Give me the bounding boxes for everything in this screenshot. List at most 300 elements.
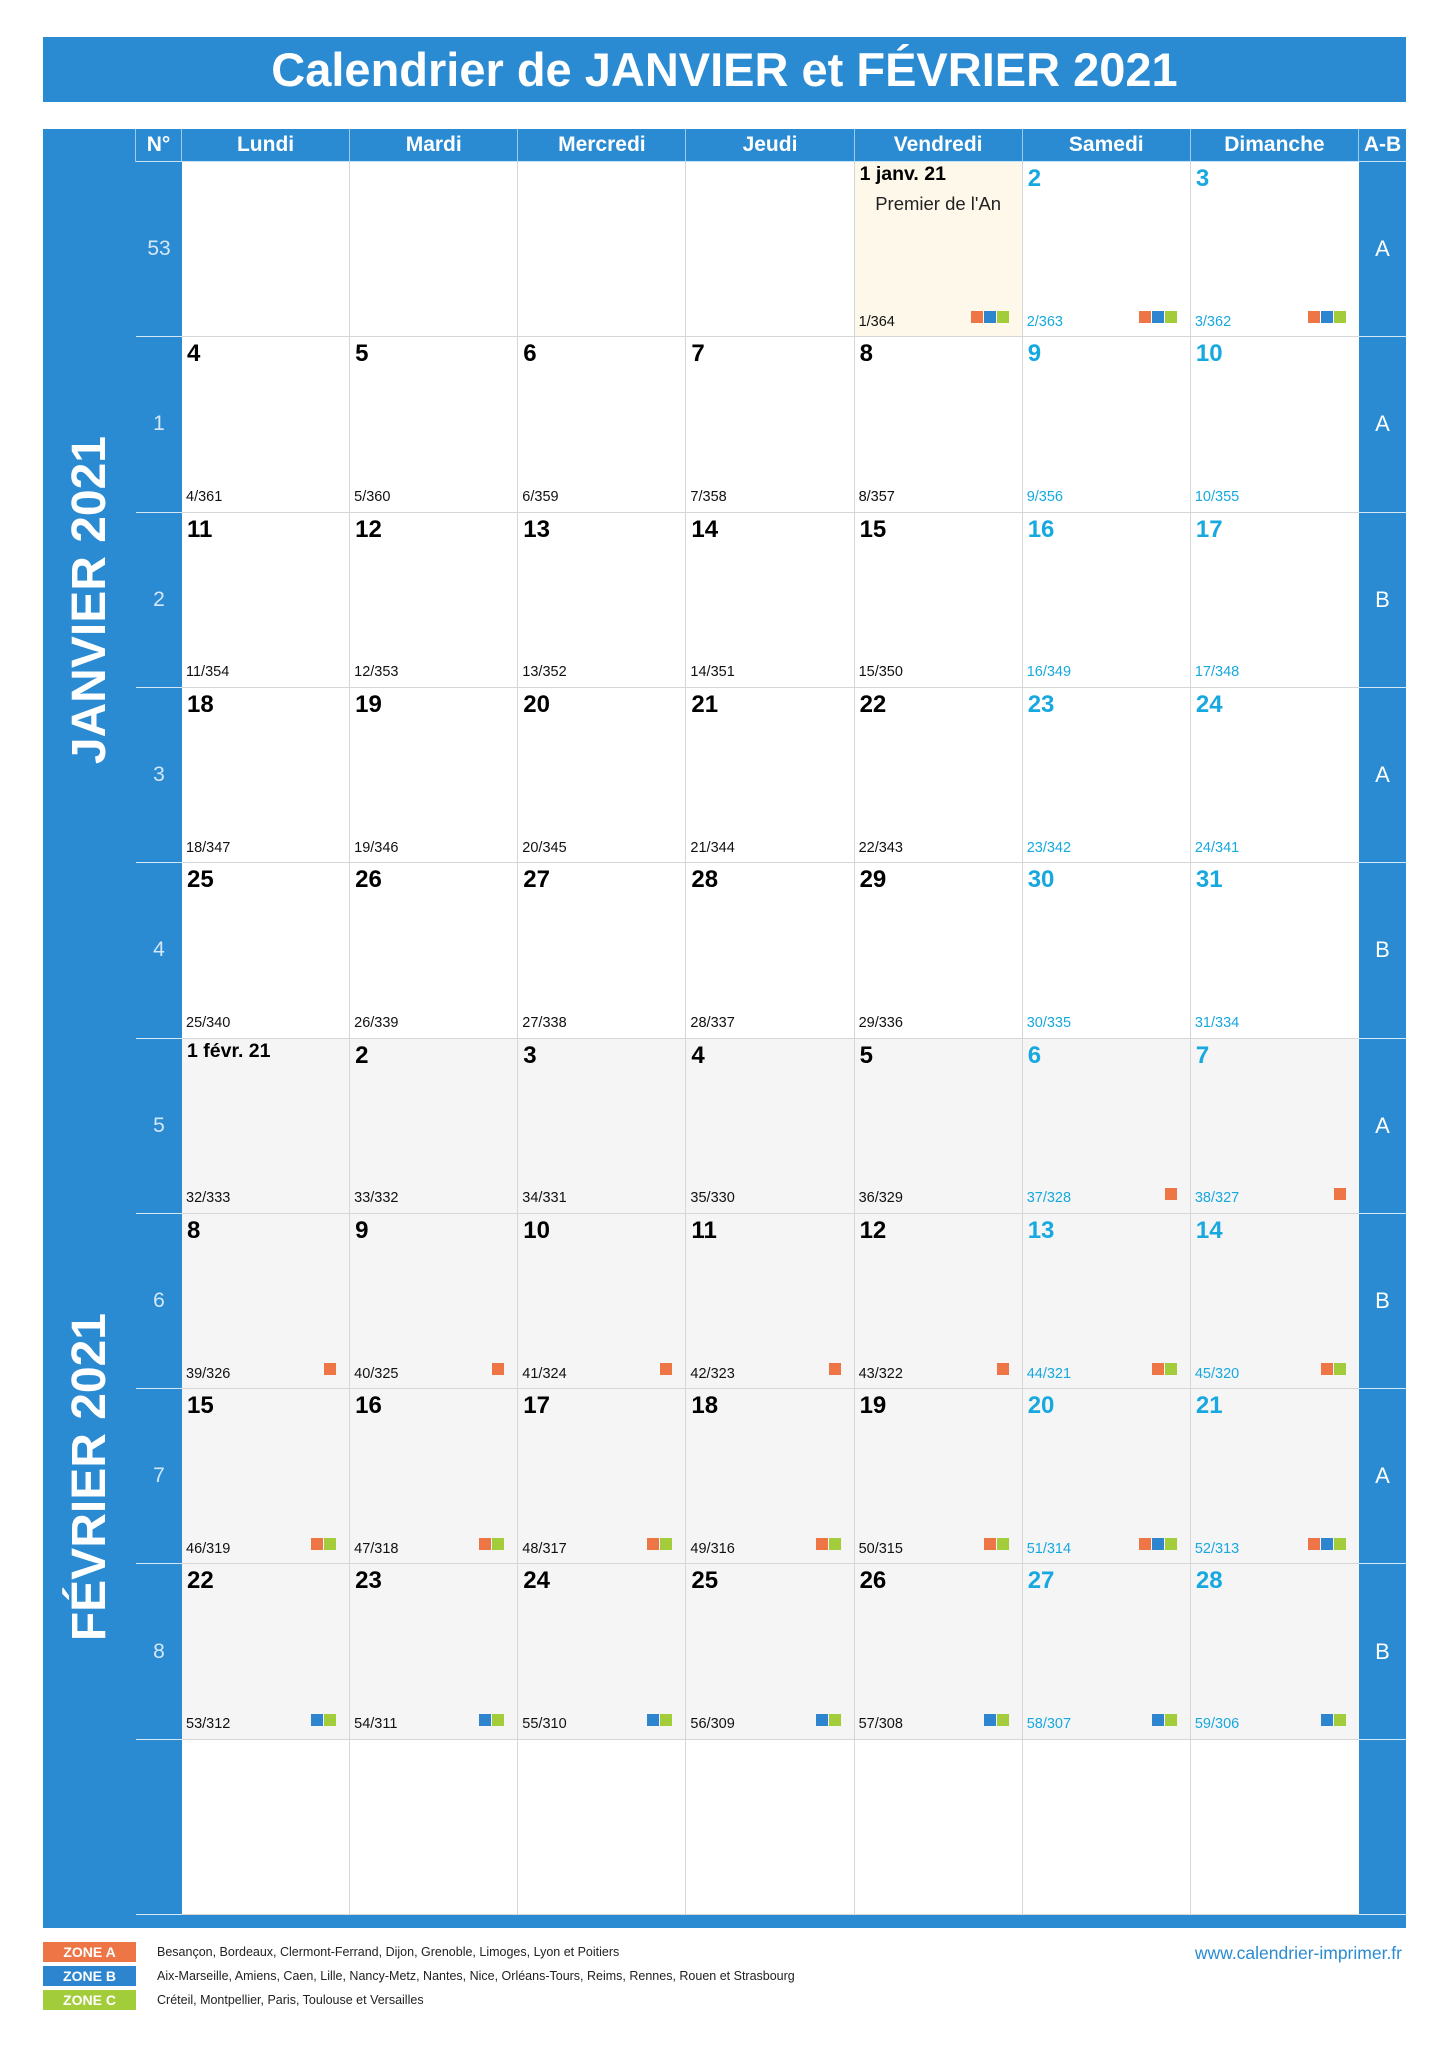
- day-cell: [518, 1389, 686, 1564]
- day-number: 16: [1027, 515, 1055, 543]
- day-cell: [518, 1740, 686, 1915]
- day-cell: [182, 1214, 350, 1389]
- calendar-title-bar: [43, 37, 1406, 102]
- week-number: 6: [136, 1214, 182, 1389]
- day-number: 24: [1195, 690, 1223, 718]
- day-cell: [350, 688, 518, 863]
- month-label-fevrier: [43, 1039, 136, 1916]
- day-cell: [350, 162, 518, 337]
- day-cell: [855, 863, 1023, 1038]
- school-holiday-zones: [1165, 1188, 1177, 1200]
- day-cell: [1023, 513, 1191, 688]
- day-cell: [686, 688, 854, 863]
- zone-b-marker: [816, 1714, 828, 1726]
- day-number: 18: [691, 1392, 719, 1420]
- zone-a-marker: [311, 1538, 323, 1550]
- day-number: 23: [355, 1567, 382, 1595]
- school-holiday-zones: [660, 1363, 672, 1375]
- zone-c-marker: [492, 1538, 504, 1550]
- school-holiday-zones: [311, 1714, 336, 1726]
- day-of-year-count: 45/320: [1194, 1365, 1240, 1382]
- day-of-year-count: 18/347: [186, 839, 231, 856]
- calendar-grid: [43, 129, 1406, 1915]
- zone-c-cities: Créteil, Montpellier, Paris, Toulouse et Versailles: [157, 1993, 424, 2007]
- zone-a-marker: [647, 1538, 659, 1550]
- day-cell: [1023, 1389, 1191, 1564]
- day-of-year-count: 37/328: [1026, 1190, 1072, 1207]
- zone-c-marker: [829, 1538, 841, 1550]
- day-of-year-count: 43/322: [858, 1365, 903, 1382]
- day-cell: [1191, 1389, 1359, 1564]
- day-of-year-count: 13/352: [522, 664, 567, 681]
- week-number: 7: [136, 1389, 182, 1564]
- month-label-text: JANVIER 2021: [62, 436, 116, 765]
- day-cell: [686, 1214, 854, 1389]
- week-number: 2: [136, 513, 182, 688]
- day-number: 11: [187, 515, 213, 543]
- zone-c-marker: [492, 1714, 504, 1726]
- day-of-year-count: 44/321: [1026, 1365, 1072, 1382]
- school-holiday-zones: [1321, 1363, 1346, 1375]
- day-number: 31: [1195, 866, 1223, 894]
- day-number: 5: [859, 1041, 873, 1069]
- day-number: 29: [859, 866, 887, 894]
- day-cell: [855, 1389, 1023, 1564]
- day-of-year-count: 6/359: [522, 489, 559, 506]
- day-number: 20: [1027, 1392, 1055, 1420]
- day-cell: [518, 162, 686, 337]
- day-cell: [1023, 162, 1191, 337]
- zone-b-badge: ZONE B: [43, 1966, 136, 1986]
- day-header-mercredi: Mercredi: [518, 129, 686, 162]
- day-number: 28: [1195, 1567, 1223, 1595]
- ab-week-letter: A: [1359, 337, 1406, 512]
- zone-a-badge: ZONE A: [43, 1942, 136, 1962]
- zone-c-marker: [1165, 1538, 1177, 1550]
- legend-row-zone-b: [43, 1966, 795, 1986]
- day-of-year-count: 40/325: [354, 1365, 399, 1382]
- day-of-year-count: 48/317: [522, 1540, 567, 1557]
- day-cell: [855, 162, 1023, 337]
- calendar-title: Calendrier de JANVIER et FÉVRIER 2021: [271, 43, 1178, 96]
- day-cell: [686, 162, 854, 337]
- day-number: 2: [355, 1041, 369, 1069]
- day-cell: [855, 1039, 1023, 1214]
- day-cell: [518, 513, 686, 688]
- day-cell: [1023, 337, 1191, 512]
- day-cell: [1023, 1564, 1191, 1739]
- day-of-year-count: 4/361: [186, 489, 223, 506]
- day-number: 27: [523, 866, 550, 894]
- week-number-header: N°: [136, 129, 182, 162]
- ab-week-letter: B: [1359, 1564, 1406, 1739]
- day-cell: [686, 1039, 854, 1214]
- day-cell: [518, 688, 686, 863]
- day-number: 3: [523, 1041, 537, 1069]
- school-holiday-zones: [479, 1538, 504, 1550]
- day-of-year-count: 51/314: [1026, 1540, 1072, 1557]
- day-header-vendredi: Vendredi: [855, 129, 1023, 162]
- school-holiday-zones: [324, 1363, 336, 1375]
- school-holiday-zones: [829, 1363, 841, 1375]
- zone-b-marker: [984, 311, 996, 323]
- day-cell: [182, 162, 350, 337]
- day-of-year-count: 29/336: [858, 1015, 903, 1031]
- school-holiday-zones: [1321, 1714, 1346, 1726]
- day-cell: [182, 1039, 350, 1214]
- zone-b-marker: [1321, 1714, 1333, 1726]
- day-of-year-count: 22/343: [858, 839, 903, 856]
- zone-b-marker: [1152, 1714, 1164, 1726]
- zone-c-marker: [1165, 1363, 1177, 1375]
- day-of-year-count: 5/360: [354, 489, 391, 506]
- day-number: 19: [355, 690, 382, 718]
- day-number: 4: [691, 1041, 705, 1069]
- day-number: 22: [859, 690, 887, 718]
- day-cell: [686, 513, 854, 688]
- day-of-year-count: 39/326: [186, 1365, 231, 1382]
- day-number: 3: [1195, 165, 1210, 192]
- school-holiday-zones: [997, 1363, 1009, 1375]
- day-of-year-count: 58/307: [1026, 1716, 1072, 1733]
- week-number: 5: [136, 1039, 182, 1214]
- day-of-year-count: 55/310: [522, 1716, 567, 1733]
- zone-c-marker: [829, 1714, 841, 1726]
- day-number: 17: [523, 1392, 550, 1420]
- day-cell: [182, 863, 350, 1038]
- day-cell: [686, 1740, 854, 1915]
- day-number: 21: [691, 690, 719, 718]
- day-of-year-count: 27/338: [522, 1015, 567, 1031]
- day-of-year-count: 7/358: [690, 489, 727, 506]
- day-number: 18: [187, 690, 214, 718]
- zone-c-marker: [660, 1538, 672, 1550]
- day-cell: [855, 1740, 1023, 1915]
- day-number: 10: [523, 1216, 550, 1244]
- day-of-year-count: 20/345: [522, 839, 567, 856]
- week-number: 8: [136, 1564, 182, 1739]
- day-of-year-count: 57/308: [858, 1716, 903, 1733]
- day-of-year-count: 46/319: [186, 1540, 231, 1557]
- day-cell: [1191, 337, 1359, 512]
- day-of-year-count: 11/354: [186, 664, 230, 681]
- day-of-year-count: 30/335: [1026, 1015, 1072, 1031]
- school-holiday-zones: [1152, 1363, 1177, 1375]
- zone-a-marker: [1308, 1538, 1320, 1550]
- day-of-year-count: 50/315: [858, 1540, 903, 1557]
- day-number: 20: [523, 690, 550, 718]
- day-number: 21: [1195, 1392, 1223, 1420]
- day-cell: [1191, 688, 1359, 863]
- zone-b-marker: [984, 1714, 996, 1726]
- day-number: 13: [1027, 1216, 1055, 1244]
- day-number: 8: [859, 340, 873, 368]
- ab-week-letter: B: [1359, 863, 1406, 1038]
- day-cell: [1023, 1740, 1191, 1915]
- zone-c-marker: [997, 1538, 1009, 1550]
- holiday-label: Premier de l'An: [875, 193, 1002, 214]
- zone-c-marker: [324, 1714, 336, 1726]
- school-holiday-zones: [311, 1538, 336, 1550]
- day-of-year-count: 16/349: [1026, 664, 1072, 681]
- day-number: 26: [355, 866, 382, 894]
- day-cell: [1191, 863, 1359, 1038]
- zone-c-marker: [660, 1714, 672, 1726]
- day-of-year-count: 59/306: [1194, 1716, 1240, 1733]
- zone-b-marker: [311, 1714, 323, 1726]
- day-cell: [1023, 863, 1191, 1038]
- day-number: 16: [355, 1392, 382, 1420]
- day-of-year-count: 15/350: [858, 664, 903, 681]
- week-number: [136, 1740, 182, 1915]
- day-cell: [518, 863, 686, 1038]
- day-number: 23: [1027, 690, 1055, 718]
- day-of-year-count: 32/333: [186, 1190, 231, 1207]
- zone-a-cities: Besançon, Bordeaux, Clermont-Ferrand, Dijon, Grenoble, Limoges, Lyon et Poitiers: [157, 1945, 620, 1959]
- day-of-year-count: 52/313: [1194, 1540, 1240, 1557]
- legend-row-zone-a: [43, 1942, 795, 1962]
- day-cell: [518, 1214, 686, 1389]
- school-holiday-zones: [1139, 1538, 1177, 1550]
- ab-week-letter: B: [1359, 1214, 1406, 1389]
- school-holiday-zones: [1139, 311, 1177, 323]
- day-of-year-count: 9/356: [1026, 489, 1063, 506]
- day-of-year-count: 28/337: [690, 1015, 735, 1031]
- week-number: 53: [136, 162, 182, 337]
- zone-b-marker: [1321, 1538, 1333, 1550]
- day-number: 22: [187, 1567, 214, 1595]
- day-of-year-count: 2/363: [1026, 313, 1063, 330]
- day-of-year-count: 12/353: [354, 664, 399, 681]
- day-of-year-count: 23/342: [1026, 839, 1072, 856]
- school-holiday-zones: [1308, 1538, 1346, 1550]
- zone-c-marker: [997, 311, 1009, 323]
- zone-a-marker: [816, 1538, 828, 1550]
- day-number: 28: [691, 866, 719, 894]
- day-number: 11: [691, 1216, 717, 1244]
- day-of-year-count: 19/346: [354, 839, 399, 856]
- zone-a-marker: [1334, 1188, 1346, 1200]
- day-of-year-count: 42/323: [690, 1365, 735, 1382]
- day-of-year-count: 49/316: [690, 1540, 735, 1557]
- day-cell: [518, 337, 686, 512]
- zone-c-marker: [1334, 1538, 1346, 1550]
- day-cell: [182, 1389, 350, 1564]
- day-number: 8: [187, 1216, 201, 1244]
- day-of-year-count: 10/355: [1194, 489, 1240, 506]
- zone-legend: [43, 1942, 795, 2014]
- day-of-year-count: 56/309: [690, 1716, 735, 1733]
- day-number: 1 janv. 21: [859, 163, 946, 185]
- day-cell: [350, 337, 518, 512]
- day-number: 6: [523, 340, 537, 368]
- day-cell: [350, 1214, 518, 1389]
- day-of-year-count: 41/324: [522, 1365, 567, 1382]
- zone-c-marker: [324, 1538, 336, 1550]
- day-cell: [350, 863, 518, 1038]
- day-cell: [855, 513, 1023, 688]
- ab-week-letter: A: [1359, 1039, 1406, 1214]
- zone-a-marker: [1321, 1363, 1333, 1375]
- day-of-year-count: 26/339: [354, 1015, 399, 1031]
- day-of-year-count: 53/312: [186, 1716, 231, 1733]
- day-of-year-count: 54/311: [354, 1716, 398, 1733]
- zone-a-marker: [1308, 311, 1320, 323]
- day-of-year-count: 8/357: [858, 489, 895, 506]
- day-of-year-count: 38/327: [1194, 1190, 1240, 1207]
- day-cell: [182, 337, 350, 512]
- legend-row-zone-c: [43, 1990, 795, 2010]
- day-cell: [182, 1564, 350, 1739]
- day-number: 13: [523, 515, 550, 543]
- school-holiday-zones: [984, 1538, 1009, 1550]
- zone-a-marker: [1152, 1363, 1164, 1375]
- day-cell: [518, 1564, 686, 1739]
- bottom-bar: [43, 1915, 1406, 1928]
- day-cell: [1023, 1039, 1191, 1214]
- day-cell: [182, 688, 350, 863]
- day-cell: [855, 1214, 1023, 1389]
- day-of-year-count: 35/330: [690, 1190, 735, 1207]
- ab-week-letter: [1359, 1740, 1406, 1915]
- day-header-lundi: Lundi: [182, 129, 350, 162]
- zone-a-marker: [1139, 311, 1151, 323]
- school-holiday-zones: [971, 311, 1009, 323]
- ab-week-letter: A: [1359, 1389, 1406, 1564]
- week-number: 1: [136, 337, 182, 512]
- week-number: 3: [136, 688, 182, 863]
- zone-b-marker: [479, 1714, 491, 1726]
- day-number: 7: [691, 340, 705, 368]
- school-holiday-zones: [492, 1363, 504, 1375]
- day-cell: [855, 688, 1023, 863]
- month-label-text: FÉVRIER 2021: [62, 1312, 116, 1641]
- zone-a-marker: [492, 1363, 504, 1375]
- day-cell: [686, 337, 854, 512]
- zone-c-marker: [1334, 1363, 1346, 1375]
- day-cell: [1191, 513, 1359, 688]
- day-of-year-count: 17/348: [1194, 664, 1240, 681]
- day-number: 17: [1195, 515, 1223, 543]
- day-number: 5: [355, 340, 369, 368]
- day-number: 14: [1195, 1216, 1223, 1244]
- school-holiday-zones: [1152, 1714, 1177, 1726]
- school-holiday-zones: [647, 1538, 672, 1550]
- day-number: 30: [1027, 866, 1055, 894]
- day-of-year-count: 24/341: [1194, 839, 1240, 856]
- zone-b-marker: [1321, 311, 1333, 323]
- ab-week-header: A-B: [1359, 129, 1406, 162]
- day-number: 15: [187, 1392, 214, 1420]
- zone-a-marker: [1139, 1538, 1151, 1550]
- school-holiday-zones: [816, 1538, 841, 1550]
- day-cell: [855, 337, 1023, 512]
- zone-c-marker: [1334, 311, 1346, 323]
- zone-c-marker: [997, 1714, 1009, 1726]
- day-of-year-count: 31/334: [1194, 1015, 1240, 1031]
- zone-a-marker: [971, 311, 983, 323]
- zone-c-marker: [1334, 1714, 1346, 1726]
- day-of-year-count: 33/332: [354, 1190, 399, 1207]
- day-header-jeudi: Jeudi: [686, 129, 854, 162]
- day-of-year-count: 3/362: [1194, 313, 1232, 330]
- month-label-janvier: [43, 162, 136, 1039]
- day-cell: [1191, 162, 1359, 337]
- day-cell: [1191, 1564, 1359, 1739]
- school-holiday-zones: [1308, 311, 1346, 323]
- day-number: 7: [1195, 1041, 1210, 1069]
- day-header-dimanche: Dimanche: [1191, 129, 1359, 162]
- zone-b-marker: [1152, 311, 1164, 323]
- ab-week-letter: A: [1359, 162, 1406, 337]
- school-holiday-zones: [1334, 1188, 1346, 1200]
- day-cell: [1191, 1740, 1359, 1915]
- zone-c-badge: ZONE C: [43, 1990, 136, 2010]
- day-of-year-count: 25/340: [186, 1015, 231, 1031]
- day-cell: [1191, 1214, 1359, 1389]
- day-number: 26: [859, 1567, 887, 1595]
- day-cell: [182, 513, 350, 688]
- day-number: 12: [859, 1216, 887, 1244]
- day-header-samedi: Samedi: [1023, 129, 1191, 162]
- school-holiday-zones: [816, 1714, 841, 1726]
- day-cell: [350, 1039, 518, 1214]
- zone-a-marker: [479, 1538, 491, 1550]
- ab-week-letter: B: [1359, 513, 1406, 688]
- zone-a-marker: [984, 1538, 996, 1550]
- day-number: 9: [355, 1216, 369, 1244]
- day-number: 15: [859, 515, 887, 543]
- day-number: 1 févr. 21: [187, 1039, 271, 1062]
- day-number: 27: [1027, 1567, 1055, 1595]
- day-number: 25: [691, 1567, 719, 1595]
- day-of-year-count: 36/329: [858, 1190, 903, 1207]
- day-cell: [1023, 688, 1191, 863]
- day-number: 4: [187, 340, 201, 368]
- day-cell: [350, 1740, 518, 1915]
- school-holiday-zones: [647, 1714, 672, 1726]
- day-number: 14: [691, 515, 719, 543]
- zone-a-marker: [324, 1363, 336, 1375]
- website-link[interactable]: www.calendrier-imprimer.fr: [1194, 1943, 1402, 1963]
- day-number: 6: [1027, 1041, 1042, 1069]
- school-holiday-zones: [984, 1714, 1009, 1726]
- day-of-year-count: 34/331: [522, 1190, 567, 1207]
- day-cell: [855, 1564, 1023, 1739]
- day-of-year-count: 47/318: [354, 1540, 399, 1557]
- month-column-header: [43, 129, 136, 162]
- day-cell: [686, 1389, 854, 1564]
- day-number: 2: [1027, 165, 1042, 192]
- day-cell: [1023, 1214, 1191, 1389]
- zone-a-marker: [829, 1363, 841, 1375]
- zone-a-marker: [660, 1363, 672, 1375]
- day-cell: [518, 1039, 686, 1214]
- day-cell: [350, 1564, 518, 1739]
- ab-week-letter: A: [1359, 688, 1406, 863]
- day-header-mardi: Mardi: [350, 129, 518, 162]
- day-number: 24: [523, 1567, 550, 1595]
- day-number: 12: [355, 515, 382, 543]
- zone-a-marker: [997, 1363, 1009, 1375]
- day-cell: [350, 1389, 518, 1564]
- week-number: 4: [136, 863, 182, 1038]
- day-number: 9: [1027, 340, 1042, 368]
- school-holiday-zones: [479, 1714, 504, 1726]
- day-cell: [182, 1740, 350, 1915]
- day-number: 19: [859, 1392, 887, 1420]
- day-number: 25: [187, 866, 214, 894]
